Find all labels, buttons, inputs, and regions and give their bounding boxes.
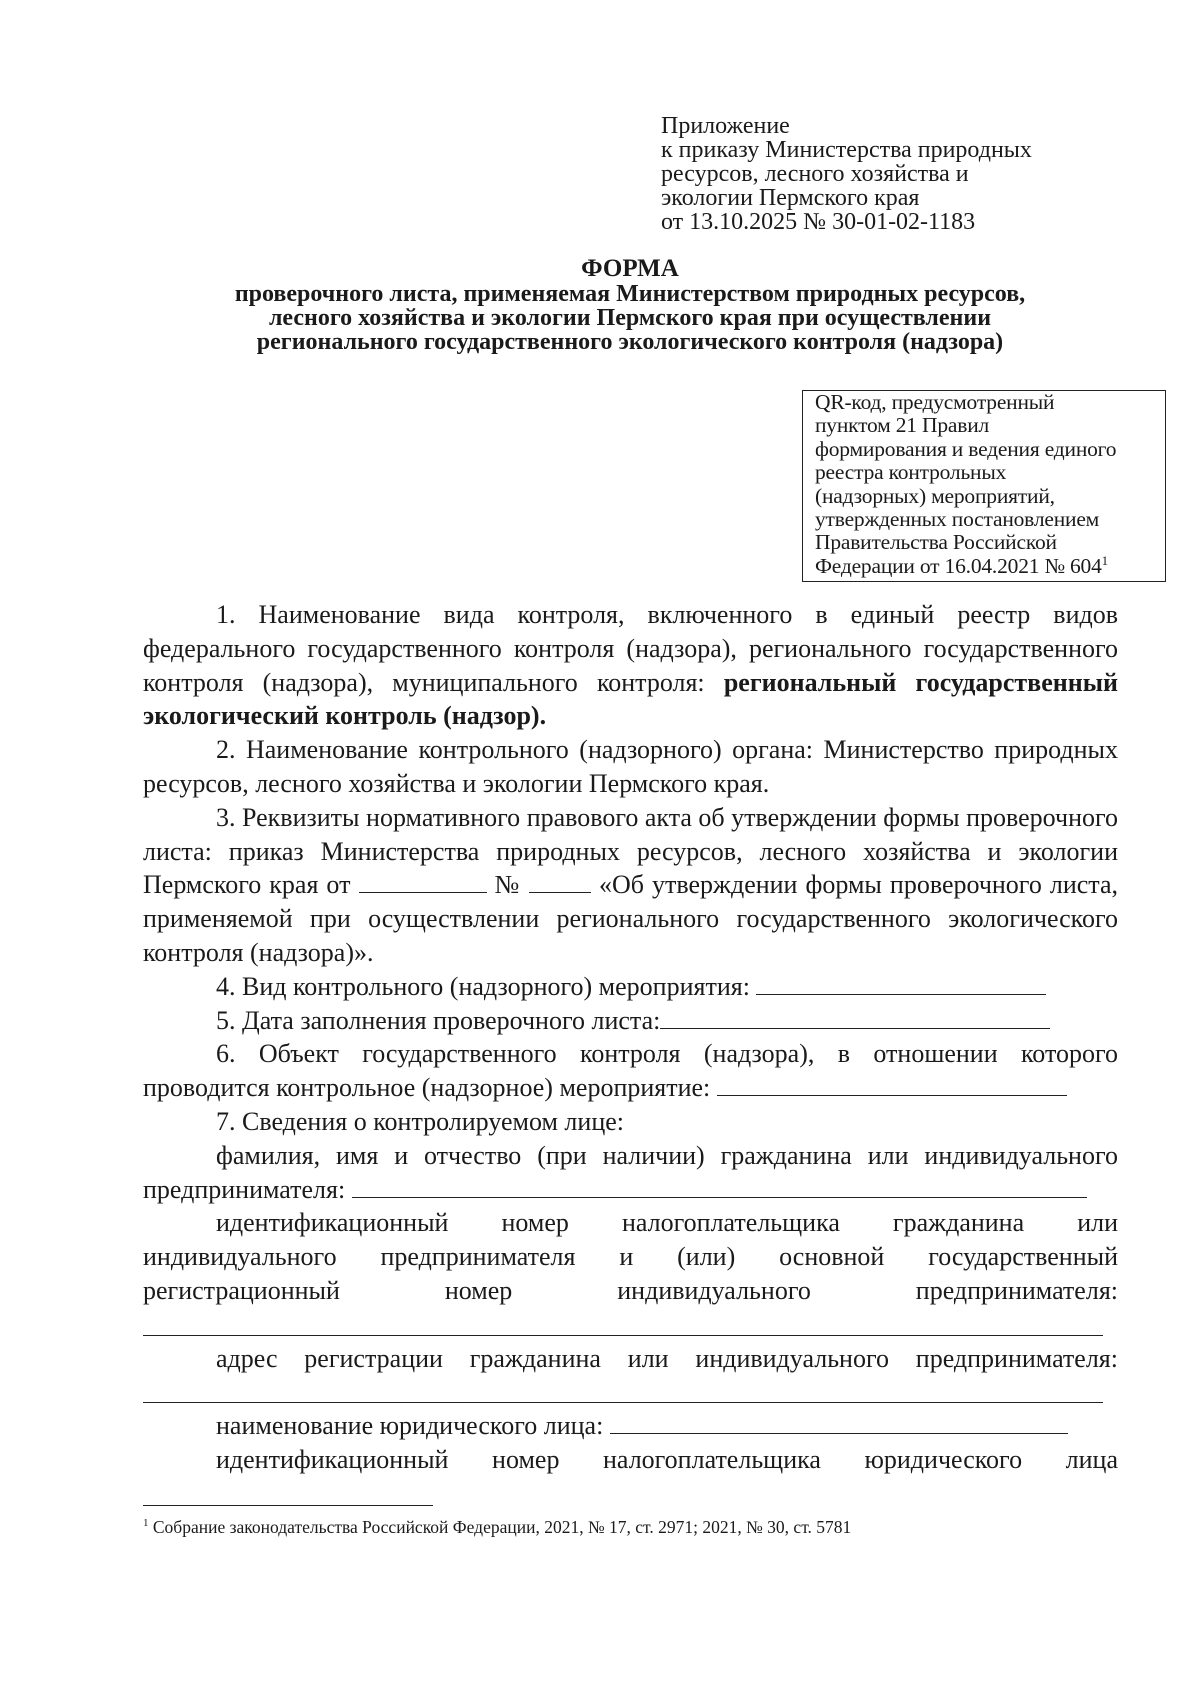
- footnote-separator: [143, 1505, 433, 1506]
- form-title: ФОРМА: [581, 255, 679, 282]
- item-6-label: 6. Объект государственного контроля (надзора), в отношении которого проводится контрольное (надзорное) мероприятие:: [143, 1039, 1118, 1103]
- form-subtitle-line: лесного хозяйства и экологии Пермского края при осуществлении: [268, 305, 992, 331]
- item-3-text-b: «Об утверждении формы проверочного листа, применяемой при осуществлении регионального государственного экологического контроля (надзора)».: [143, 870, 1118, 967]
- qr-box-line: [815, 552, 1161, 578]
- qr-box-line: реестра контрольных: [815, 460, 1007, 485]
- item-7-legal-name-label: наименование юридического лица:: [216, 1411, 604, 1441]
- footnote-mark: 1: [143, 1517, 149, 1530]
- fill-date-blank[interactable]: [660, 1006, 1050, 1029]
- appendix-line: ресурсов, лесного хозяйства и: [661, 161, 969, 187]
- item-1-value: региональный государственный экологический контроль (надзор).: [143, 667, 1119, 731]
- item-7-fio-label: фамилия, имя и отчество (при наличии) гражданина или индивидуального предпринимателя:: [143, 1140, 1118, 1204]
- footnote: [143, 1516, 851, 1538]
- order-number-blank[interactable]: [529, 870, 591, 893]
- legal-entity-name-blank[interactable]: [610, 1411, 1068, 1434]
- item-1: [143, 598, 1118, 733]
- person-name-blank[interactable]: [352, 1175, 1087, 1198]
- item-2: 2. Наименование контрольного (надзорного) органа: Министерство природных ресурсов, лесного хозяйства и экологии Пермского края.: [143, 735, 1118, 798]
- appendix-line: к приказу Министерства природных: [661, 137, 1032, 163]
- order-date-blank[interactable]: [359, 870, 487, 893]
- item-7-fio: [143, 1139, 1118, 1207]
- inspection-type-blank[interactable]: [756, 972, 1046, 995]
- footnote-reference-mark: 1: [1101, 552, 1108, 568]
- appendix-line: Приложение: [661, 113, 790, 139]
- qr-box-line: утвержденных постановлением: [815, 507, 1100, 532]
- qr-box-line: QR-код, предусмотренный: [815, 390, 1055, 414]
- form-subtitle-line: проверочного листа, применяемая Министерством природных ресурсов,: [234, 281, 1026, 307]
- qr-box-line: формирования и ведения единого: [815, 436, 1117, 461]
- appendix-line: экологии Пермского края: [661, 185, 920, 211]
- item-7: 7. Сведения о контролируемом лице:: [216, 1106, 625, 1136]
- item-7-legal-name: [143, 1409, 1118, 1443]
- item-4: [143, 970, 1118, 1004]
- footnote-text: Собрание законодательства Российской Федерации, 2021, № 17, ст. 2971; 2021, № 30, ст. 5781: [152, 1517, 852, 1537]
- form-body: [143, 598, 1118, 1477]
- item-5-label: 5. Дата заполнения проверочного листа:: [216, 1005, 661, 1035]
- qr-box-line: (надзорных) мероприятий,: [815, 483, 1055, 508]
- item-7-inn-ip: идентификационный номер налогоплательщика гражданина или индивидуального предпринимателя и (или) основной государственный регистрационный номер индивидуального предпринимателя:: [143, 1208, 1118, 1305]
- item-5: [143, 1004, 1118, 1038]
- qr-box-line: Правительства Российской: [815, 530, 1057, 555]
- appendix-header: [661, 114, 1032, 234]
- appendix-line: от 13.10.2025 № 30-01-02-1183: [661, 209, 976, 235]
- qr-box-line: пунктом 21 Правил: [815, 413, 990, 438]
- form-subtitle-line: регионального государственного экологического контроля (надзора): [256, 329, 1004, 355]
- item-7-address: адрес регистрации гражданина или индивидуального предпринимателя:: [216, 1343, 1118, 1373]
- item-7-inn-legal: идентификационный номер налогоплательщика юридического лица: [216, 1444, 1118, 1474]
- address-blank[interactable]: [143, 1375, 1118, 1409]
- item-3-text-a: 3. Реквизиты нормативного правового акта об утверждении формы проверочного листа: приказ Министерства природных ресурсов, лесного хозяйства и экологии Пермского края от: [143, 802, 1118, 900]
- item-4-label: 4. Вид контрольного (надзорного) мероприятия:: [216, 971, 750, 1001]
- item-3: [143, 801, 1118, 970]
- qr-box-last-line-text: Федерации от 16.04.2021 № 604: [815, 553, 1102, 578]
- form-title-block: [130, 256, 1130, 354]
- qr-code-placeholder-box: [802, 390, 1166, 582]
- item-3-number-sign: №: [494, 870, 521, 900]
- item-1-text: 1. Наименование вида контроля, включенного в единый реестр видов федерального государственного контроля (надзора), регионального государственного контроля (надзора), муниципального контроля:: [143, 600, 1118, 697]
- inn-ip-blank[interactable]: [143, 1308, 1118, 1342]
- control-object-blank[interactable]: [717, 1073, 1067, 1096]
- item-6: [143, 1037, 1118, 1105]
